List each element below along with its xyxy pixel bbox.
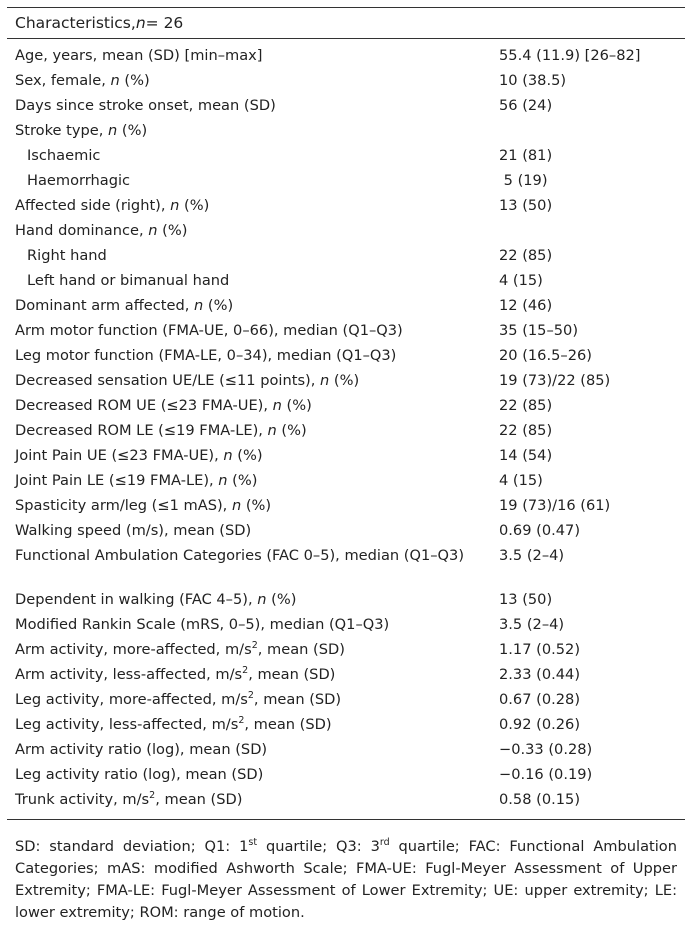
row-label-text: Joint Pain LE (≤19 FMA-LE), xyxy=(15,472,219,489)
row-value: −0.33 (0.28) xyxy=(499,741,593,758)
row-label-text: Hand dominance, xyxy=(15,222,149,239)
row-label-suffix: (%) xyxy=(117,122,148,139)
row-value: 1.17 (0.52) xyxy=(499,641,581,658)
row-label-suffix: , mean (SD) xyxy=(253,691,342,708)
row-label xyxy=(7,791,497,809)
row-label-suffix: , mean (SD) xyxy=(257,641,345,658)
row-label-text: Dominant arm affected, xyxy=(15,297,195,314)
row-label-text: Decreased sensation UE/LE (≤11 points), xyxy=(15,372,321,389)
table-row xyxy=(7,688,685,713)
row-label xyxy=(7,147,497,165)
table-footnote xyxy=(7,836,685,924)
row-label-suffix: , mean (SD) xyxy=(248,666,336,683)
table-body xyxy=(7,44,685,813)
row-label-text: Days since stroke onset, mean (SD) xyxy=(15,97,276,114)
row-label xyxy=(7,497,497,515)
row-label-text: Spasticity arm/leg (≤1 mAS), xyxy=(15,497,232,514)
table-row xyxy=(7,344,685,369)
row-value: 20 (16.5–26) xyxy=(499,347,592,364)
row-label-text: Leg motor function (FMA-LE, 0–34), median (Q1–Q3) xyxy=(15,347,397,364)
row-label xyxy=(7,172,497,190)
table-row xyxy=(7,419,685,444)
row-label-text: Decreased ROM UE (≤23 FMA-UE), xyxy=(15,397,273,414)
row-label-italic: n xyxy=(194,297,204,314)
table-row xyxy=(7,144,685,169)
row-label-text: Left hand or bimanual hand xyxy=(27,272,230,289)
row-label xyxy=(7,691,497,709)
row-label xyxy=(7,397,497,415)
row-label-text: Arm activity ratio (log), mean (SD) xyxy=(15,741,268,758)
row-label-text: Sex, female, xyxy=(15,72,111,89)
row-label xyxy=(7,197,497,215)
row-label xyxy=(7,422,497,440)
row-label-text: Affected side (right), xyxy=(15,197,171,214)
row-label xyxy=(7,522,497,540)
row-label-text: Joint Pain UE (≤23 FMA-UE), xyxy=(15,447,224,464)
row-label-italic: n xyxy=(267,422,277,439)
row-label-text: Walking speed (m/s), mean (SD) xyxy=(15,522,252,539)
characteristics-table xyxy=(7,7,685,924)
row-label xyxy=(7,272,497,290)
row-value: 4 (15) xyxy=(499,472,543,489)
row-label xyxy=(7,741,497,759)
row-value: 10 (38.5) xyxy=(499,72,567,89)
row-value: 4 (15) xyxy=(499,272,543,289)
row-label xyxy=(7,666,497,684)
footnote-sup-1: st xyxy=(248,837,258,848)
row-label-italic: n xyxy=(218,472,228,489)
row-label-italic: n xyxy=(148,222,158,239)
row-label-suffix: (%) xyxy=(203,297,234,314)
table-row xyxy=(7,638,685,663)
row-label-text: Dependent in walking (FAC 4–5), xyxy=(15,591,258,608)
row-label-italic: n xyxy=(320,372,330,389)
row-label xyxy=(7,97,497,115)
table-row xyxy=(7,469,685,494)
row-label xyxy=(7,372,497,390)
row-label-text: Trunk activity, m/s xyxy=(15,791,150,808)
table-row xyxy=(7,713,685,738)
footnote-text-1: SD: standard deviation; Q1: 1 xyxy=(15,838,249,855)
row-label-suffix: (%) xyxy=(179,197,210,214)
row-label-text: Decreased ROM LE (≤19 FMA-LE), xyxy=(15,422,268,439)
row-value: 2.33 (0.44) xyxy=(499,666,581,683)
row-value: 13 (50) xyxy=(499,197,553,214)
row-label-suffix: (%) xyxy=(276,422,307,439)
row-value: 12 (46) xyxy=(499,297,553,314)
row-label-superscript: 2 xyxy=(149,790,156,801)
row-label-superscript: 2 xyxy=(238,715,245,726)
table-header xyxy=(7,8,685,38)
row-value: 3.5 (2–4) xyxy=(499,547,565,564)
table-row xyxy=(7,588,685,613)
table-row xyxy=(7,319,685,344)
table-row xyxy=(7,738,685,763)
row-label xyxy=(7,122,497,140)
row-value: 19 (73)/22 (85) xyxy=(499,372,611,389)
table-row xyxy=(7,494,685,519)
row-value: 5 (19) xyxy=(499,172,548,189)
table-row xyxy=(7,544,685,588)
table-row xyxy=(7,169,685,194)
row-label-text: Haemorrhagic xyxy=(27,172,131,189)
row-label xyxy=(7,472,497,490)
table-row xyxy=(7,269,685,294)
row-label-text: Stroke type, xyxy=(15,122,109,139)
table-row xyxy=(7,44,685,69)
row-label-suffix: (%) xyxy=(329,372,360,389)
row-label-italic: n xyxy=(223,447,233,464)
row-label-italic: n xyxy=(170,197,180,214)
table-row xyxy=(7,444,685,469)
table-row xyxy=(7,119,685,144)
row-value: 14 (54) xyxy=(499,447,553,464)
row-label-text: Ischaemic xyxy=(27,147,101,164)
table-row xyxy=(7,394,685,419)
row-value: 0.58 (0.15) xyxy=(499,791,581,808)
row-label xyxy=(7,72,497,90)
row-label-suffix: (%) xyxy=(266,591,297,608)
row-value: 55.4 (11.9) [26–82] xyxy=(499,47,641,64)
header-label: Characteristics, xyxy=(15,14,136,32)
row-value: 22 (85) xyxy=(499,397,553,414)
row-label-italic: n xyxy=(272,397,282,414)
row-label xyxy=(7,222,497,240)
row-label-italic: n xyxy=(110,72,120,89)
footnote-sup-2: rd xyxy=(379,837,390,848)
row-label-superscript: 2 xyxy=(251,640,258,651)
header-rule xyxy=(7,38,685,39)
row-label-text: Age, years, mean (SD) [min–max] xyxy=(15,47,263,64)
table-row xyxy=(7,294,685,319)
row-label xyxy=(7,591,497,609)
header-n: n xyxy=(135,14,146,32)
row-value: −0.16 (0.19) xyxy=(499,766,593,783)
table-row xyxy=(7,788,685,813)
row-label-italic: n xyxy=(231,497,242,514)
row-label-italic: n xyxy=(108,122,118,139)
row-label-text: Arm motor function (FMA-UE, 0–66), median (Q1–Q3) xyxy=(15,322,403,339)
footnote-text-3: quartile; FAC: Functional Ambulation Categories; mAS: modified Ashworth Scale; FMA-UE: Fugl-Meyer Assessment of Upper Extremity; FMA-LE: Fugl-Meyer Assessment of Lower Extremity; UE: upper extremity; LE: lower extremity; ROM: range of motion. xyxy=(15,838,677,921)
row-label-text: Functional Ambulation Categories (FAC 0–5), median (Q1–Q3) xyxy=(15,547,465,564)
row-value: 0.92 (0.26) xyxy=(499,716,581,733)
row-label-italic: n xyxy=(257,591,267,608)
row-label-superscript: 2 xyxy=(242,665,249,676)
table-row xyxy=(7,763,685,788)
row-label-suffix: (%) xyxy=(232,447,263,464)
row-label-text: Arm activity, less-affected, m/s xyxy=(15,666,243,683)
row-label-text: Arm activity, more-affected, m/s xyxy=(15,641,252,658)
table-row xyxy=(7,663,685,688)
row-label-text: Leg activity, less-affected, m/s xyxy=(15,716,239,733)
row-label xyxy=(7,641,497,659)
row-value: 22 (85) xyxy=(499,422,553,439)
row-label xyxy=(7,766,497,784)
row-value: 19 (73)/16 (61) xyxy=(499,497,611,514)
row-label xyxy=(7,247,497,265)
table-row xyxy=(7,69,685,94)
row-label xyxy=(7,716,497,734)
table-row xyxy=(7,519,685,544)
row-value: 0.69 (0.47) xyxy=(499,522,581,539)
row-label-text: Leg activity, more-affected, m/s xyxy=(15,691,248,708)
row-value: 56 (24) xyxy=(499,97,553,114)
footnote-text-2: quartile; Q3: 3 xyxy=(257,838,380,855)
table-row xyxy=(7,369,685,394)
table-row xyxy=(7,194,685,219)
row-label-superscript: 2 xyxy=(247,690,254,701)
row-label-suffix: (%) xyxy=(227,472,258,489)
row-label xyxy=(7,447,497,465)
row-label-suffix: , mean (SD) xyxy=(244,716,332,733)
row-label xyxy=(7,297,497,315)
row-label-suffix: , mean (SD) xyxy=(155,791,243,808)
row-label-suffix: (%) xyxy=(241,497,272,514)
row-label xyxy=(7,47,497,65)
row-label-suffix: (%) xyxy=(281,397,312,414)
row-value: 35 (15–50) xyxy=(499,322,579,339)
row-value: 21 (81) xyxy=(499,147,553,164)
table-row xyxy=(7,613,685,638)
row-label xyxy=(7,547,497,565)
row-value: 22 (85) xyxy=(499,247,553,264)
row-label-text: Right hand xyxy=(27,247,107,264)
bottom-rule xyxy=(7,819,685,820)
row-label-text: Leg activity ratio (log), mean (SD) xyxy=(15,766,264,783)
row-label xyxy=(7,347,497,365)
row-label xyxy=(7,322,497,340)
row-label xyxy=(7,616,497,634)
row-value: 13 (50) xyxy=(499,591,553,608)
header-count: = 26 xyxy=(145,14,184,32)
table-row xyxy=(7,94,685,119)
table-row xyxy=(7,244,685,269)
row-value: 3.5 (2–4) xyxy=(499,616,565,633)
table-row xyxy=(7,219,685,244)
row-value: 0.67 (0.28) xyxy=(499,691,581,708)
row-label-suffix: (%) xyxy=(157,222,188,239)
row-label-suffix: (%) xyxy=(119,72,150,89)
row-label-text: Modified Rankin Scale (mRS, 0–5), median (Q1–Q3) xyxy=(15,616,390,633)
